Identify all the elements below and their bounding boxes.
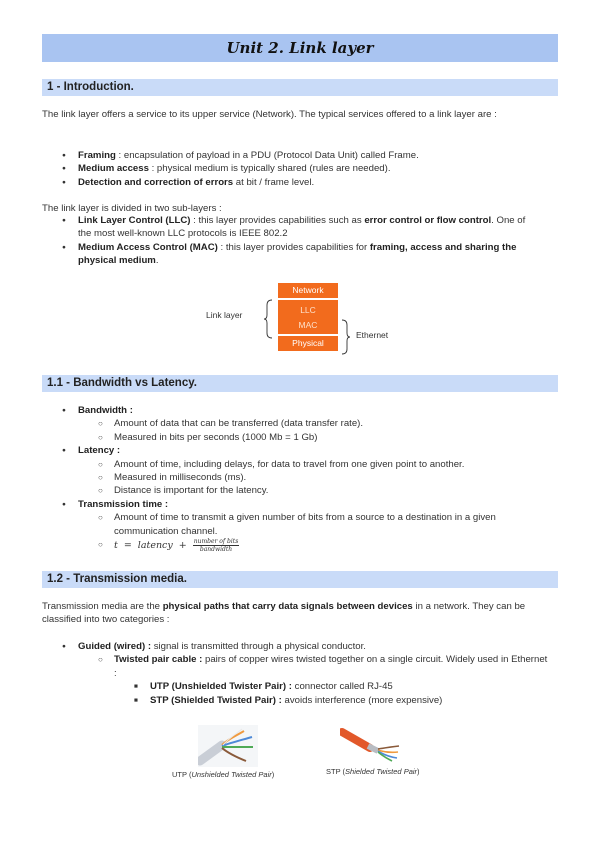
list-item: ● Framing : encapsulation of payload in a PDU (Protocol Data Unit) called Frame. [62, 149, 558, 162]
stp-cable-image [340, 726, 402, 762]
list-item: ● Medium access : physical medium is typically shared (rules are needed). [62, 162, 558, 175]
list-item: ● Link Layer Control (LLC) : this layer provides capabilities such as error control or flow control. One of the most well-known LLC protocols is IEEE 802.2 [62, 214, 538, 241]
sublayers-list [62, 214, 538, 268]
right-brace-icon [341, 319, 351, 355]
list-item: ■ STP (Shielded Twisted Pair) : avoids interference (more expensive) [134, 694, 548, 707]
sublayers-intro: The link layer is divided in two sub-layers : [42, 203, 222, 214]
list-item: ● Bandwidth : ○ Amount of data that can be transferred (data transfer rate). ○ Measured in bits per seconds (1000 Mb = 1 Gb) [62, 404, 558, 444]
link-sublayers-block [278, 300, 338, 334]
intro-paragraph: The link layer offers a service to its upper service (Network). The typical services offered to a link layer are : [42, 109, 497, 120]
left-brace-icon [264, 299, 274, 339]
list-item: ● Medium Access Control (MAC) : this layer provides capabilities for framing, access and sharing the physical medium. [62, 241, 538, 268]
section-heading-transmission-media: 1.2 - Transmission media. [42, 571, 558, 588]
page-title: Unit 2. Link layer [226, 39, 374, 57]
bandwidth-list [62, 404, 558, 553]
layer-llc: LLC [300, 305, 316, 315]
list-item: ● Detection and correction of errors at bit / frame level. [62, 176, 558, 189]
layer-physical: Physical [278, 336, 338, 351]
list-item [98, 538, 558, 553]
media-paragraph: Transmission media are the physical paths that carry data signals between devices in a network. They can be classified into two categories : [42, 601, 526, 625]
link-layer-label: Link layer [206, 310, 243, 320]
transmission-time-formula: ○ t = latency + $\frac{\text{number of bits}}{\text{bandwidth}}$ [114, 538, 239, 554]
list-item: ● Latency : ○ Amount of time, including delays, for data to travel from one given point to another. ○ Measured in milliseconds (ms). ○ Distance is important for the latency. [62, 444, 558, 498]
list-item: ○ Distance is important for the latency. [98, 484, 558, 497]
layer-network: Network [278, 283, 338, 298]
list-item: ● Transmission time : ○ Amount of time to transmit a given number of bits from a source to a destination in a given communication channel. ○ t = latency + $\frac{\text{number of bits}}{\text{bandwidth}}$ [62, 498, 558, 553]
media-list [62, 640, 558, 707]
section-heading-introduction: 1 - Introduction. [42, 79, 558, 96]
fraction: $\frac{\text{number of bits}}{\text{bandwidth}}$ [193, 538, 239, 554]
stp-caption: STP (Shielded Twisted Pair) [326, 767, 420, 776]
list-item: ○ Amount of data that can be transferred (data transfer rate). [98, 417, 558, 430]
link-layer-diagram [200, 283, 410, 357]
layer-mac: MAC [298, 320, 318, 330]
list-item: ○ Measured in milliseconds (ms). [98, 471, 558, 484]
ethernet-label: Ethernet [356, 330, 389, 340]
layer-stack [278, 283, 338, 351]
utp-caption: UTP (Unshielded Twisted Pair) [172, 770, 275, 779]
list-item: ○ Measured in bits per seconds (1000 Mb = 1 Gb) [98, 431, 558, 444]
title-banner [42, 34, 558, 62]
list-item: ○ Amount of time to transmit a given number of bits from a source to a destination in a given communication channel. [98, 511, 558, 538]
services-list [62, 149, 558, 189]
section-heading-bandwidth: 1.1 - Bandwidth vs Latency. [42, 375, 558, 392]
list-item: ○ Amount of time, including delays, for data to travel from one given point to another. [98, 458, 558, 471]
utp-cable-image [198, 725, 258, 767]
list-item: ○ Twisted pair cable : pairs of copper wires twisted together on a single circuit. Widely used in Ethernet : ■ UTP (Unshielded Twister Pair) : connector called RJ-45 ■ STP (Shielded Twisted Pair) : avoids interference (more expensive) [98, 653, 548, 707]
list-item: ■ UTP (Unshielded Twister Pair) : connector called RJ-45 [134, 680, 548, 693]
list-item: ● Guided (wired) : signal is transmitted through a physical conductor. ○ Twisted pair cable : pairs of copper wires twisted together on a single circuit. Widely used in Ethernet : ■ UTP (Unshielded Twister Pair) : connector called RJ-45 ■ STP (Shielded Twisted Pair) : avoids interference (more expensive) [62, 640, 558, 707]
